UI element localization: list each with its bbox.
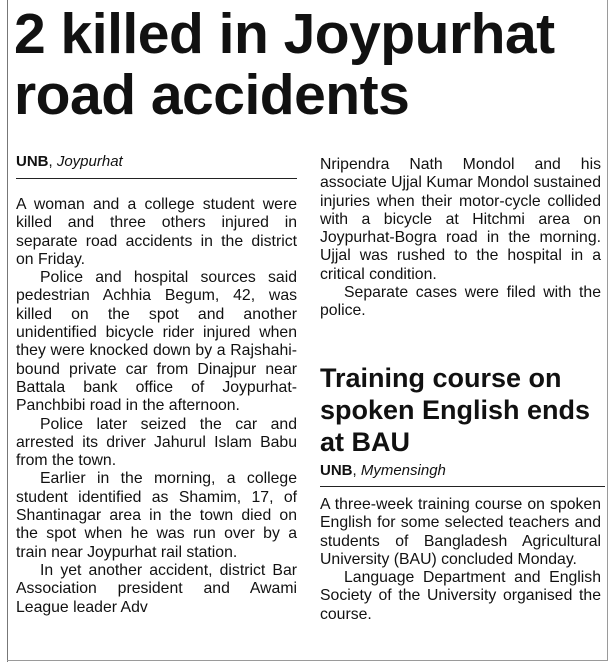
left-border-rule [7,0,8,662]
article1-byline: UNB, Joypurhat [16,153,123,170]
article2-body [320,496,601,624]
article1-byline-agency: UNB [16,153,49,170]
article2-paragraph: Language Department and English Society of the University organised the course. [320,569,601,623]
article2-byline: UNB, Mymensingh [320,462,446,479]
article1-paragraph: Police later seized the car and arrested its driver Jahurul Islam Babu from the town. [16,415,297,470]
article1-paragraph: Earlier in the morning, a college student identified as Shamim, 17, of Shantinagar area in the town died on the spot when he was run over by a train near Joypurhat rail station. [16,470,297,561]
article1-paragraph: Separate cases were filed with the police. [320,284,601,320]
article1-byline-rule [16,178,297,179]
article1-column-2 [320,156,601,321]
article1-paragraph: Nripendra Nath Mondol and his associate Ujjal Kumar Mondol sustained injuries when their motor-cycle collided with a bicycle at Hitchmi area on Joypurhat-Bogra road in the morning. Ujjal was rushed to the hospital in a critical condition. [320,156,601,283]
article1-headline: 2 killed in Joypurhat road accidents [14,2,555,127]
right-border-rule [607,0,608,660]
article2-byline-agency: UNB [320,462,353,479]
article1-column-1 [16,196,297,617]
article2-paragraph: A three-week training course on spoken English for some selected teachers and students of Bangladesh Agricultural University (BAU) concluded Monday. [320,496,601,568]
article2-byline-rule [320,486,605,487]
article2-byline-place: Mymensingh [360,462,446,479]
article1-paragraph: In yet another accident, district Bar Association president and Awami League leader Adv [16,561,297,616]
article1-byline-place: Joypurhat [56,153,123,170]
article2-headline: Training course on spoken English ends at BAU [320,363,591,457]
article1-paragraph: Police and hospital sources said pedestrian Achhia Begum, 42, was killed on the spot and another unidentified bicycle rider injured when they were knocked down by a Rajshahi-bound private car from Dinajpur near Battala bank office of Joypurhat-Panchbibi road in the afternoon. [16,269,297,415]
article1-paragraph: A woman and a college student were killed and three others injured in separate road accidents in the district on Friday. [16,196,297,268]
bottom-border-rule [7,660,608,661]
